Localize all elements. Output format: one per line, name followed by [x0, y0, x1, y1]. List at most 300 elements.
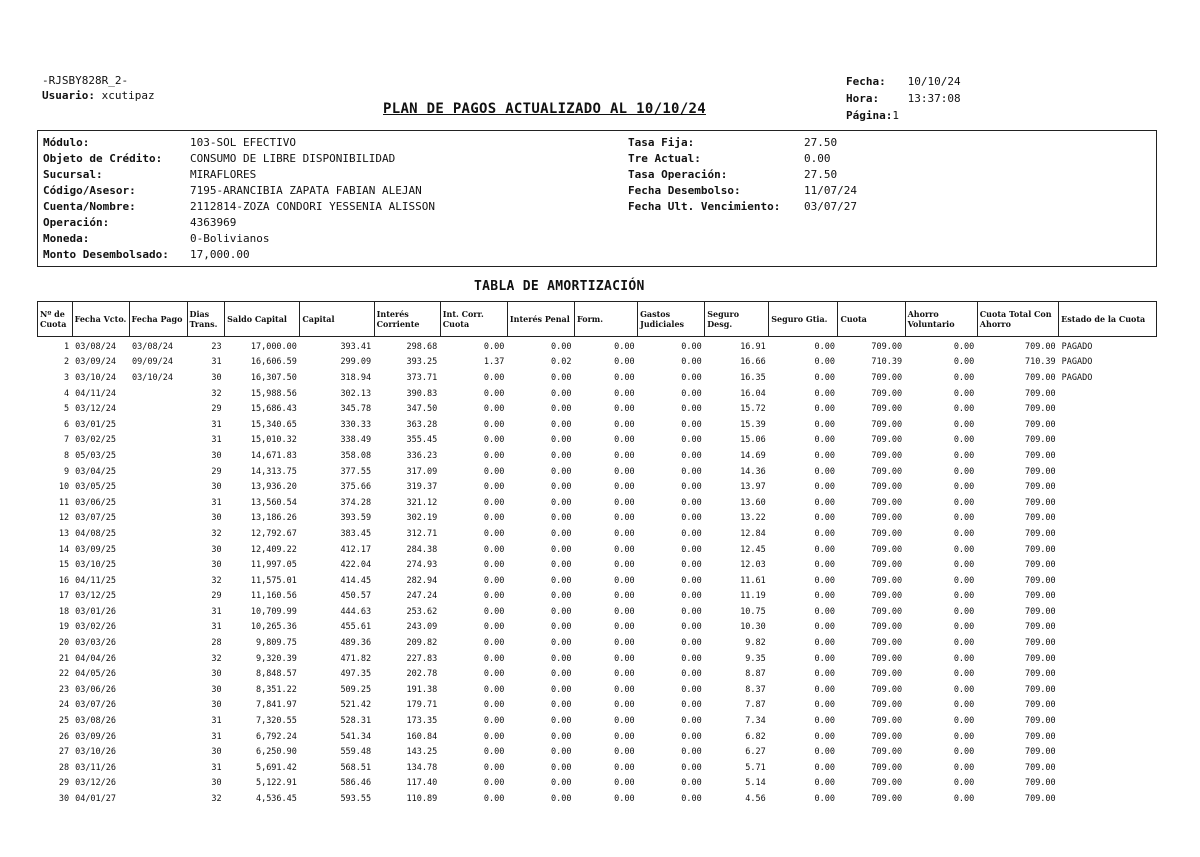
table-cell: [129, 744, 187, 760]
table-cell: 31: [211, 419, 222, 430]
table-cell: 32: [211, 528, 222, 539]
info-label: Sucursal:: [43, 168, 103, 181]
table-cell: 0.00: [681, 669, 702, 680]
table-cell: 0.00: [681, 466, 702, 477]
table-cell: 0.00: [814, 466, 835, 477]
table-cell: [1059, 682, 1157, 698]
info-value: MIRAFLORES: [190, 168, 257, 181]
table-cell: 03/12/25: [75, 591, 117, 602]
info-value: 103-SOL EFECTIVO: [190, 136, 296, 149]
table-cell: 0.00: [953, 700, 975, 711]
table-cell: 709.00: [1024, 747, 1056, 758]
table-cell: 0.00: [551, 372, 572, 383]
table-cell: 0.00: [551, 606, 572, 617]
table-cell: PAGADO: [1061, 372, 1093, 383]
table-cell: 247.24: [406, 591, 438, 602]
date-label: Fecha:: [846, 75, 886, 88]
table-cell: 0.00: [814, 638, 835, 649]
table-cell: 0.00: [814, 684, 835, 695]
info-value: 7195-ARANCIBIA ZAPATA FABIAN ALEJAN: [190, 184, 422, 197]
column-header: Estado de la Cuota: [1059, 302, 1157, 337]
table-cell: 0.00: [551, 700, 572, 711]
info-label: Tasa Fija:: [628, 136, 695, 149]
table-cell: 0.00: [814, 606, 835, 617]
table-cell: 0.00: [681, 544, 702, 555]
table-cell: 14: [58, 544, 70, 555]
table-cell: 0.00: [614, 794, 635, 805]
table-cell: 2: [63, 357, 70, 368]
report-code: -RJSBY828R_2-: [42, 74, 129, 87]
table-cell: [129, 495, 187, 511]
table-cell: 709.00: [1024, 560, 1056, 571]
page-line: [846, 107, 961, 124]
table-cell: 13.60: [740, 497, 766, 508]
table-cell: 5: [63, 404, 70, 415]
table-cell: 338.49: [340, 435, 372, 446]
table-cell: 0.00: [814, 716, 835, 727]
table-cell: 28: [58, 762, 70, 773]
table-cell: 0.00: [614, 513, 635, 524]
table-cell: 0.00: [551, 653, 572, 664]
table-cell: 0.00: [953, 388, 975, 399]
table-cell: [1059, 666, 1157, 682]
table-cell: 9,320.39: [255, 653, 297, 664]
table-cell: 347.50: [406, 404, 438, 415]
table-cell: 709.00: [1024, 341, 1056, 352]
table-cell: [129, 791, 187, 807]
table-cell: 12: [58, 513, 70, 524]
info-value: 27.50: [804, 136, 838, 149]
table-cell: [129, 635, 187, 651]
table-cell: 709.00: [1024, 528, 1056, 539]
table-cell: 709.00: [871, 731, 903, 742]
right-info-row: [628, 151, 857, 167]
table-cell: 0.00: [614, 653, 635, 664]
table-cell: 6,792.24: [255, 731, 297, 742]
table-cell: [1059, 557, 1157, 573]
table-cell: [1059, 713, 1157, 729]
column-header: Interés Corriente: [374, 302, 440, 337]
table-cell: 0.00: [614, 606, 635, 617]
table-cell: 4,536.45: [255, 794, 297, 805]
table-cell: [1059, 433, 1157, 449]
table-cell: [1059, 495, 1157, 511]
right-info-row: [628, 135, 857, 151]
amortization-title: TABLA DE AMORTIZACIÓN: [474, 279, 645, 294]
table-cell: 0.00: [551, 497, 572, 508]
table-cell: 709.00: [871, 591, 903, 602]
table-cell: 03/02/25: [75, 435, 117, 446]
table-cell: 0.00: [551, 794, 572, 805]
user-label: Usuario:: [42, 89, 95, 102]
column-header: Saldo Capital: [225, 302, 300, 337]
table-cell: 173.35: [406, 716, 438, 727]
table-cell: 0.00: [483, 591, 505, 602]
table-cell: 709.00: [1024, 653, 1056, 664]
table-row: [38, 464, 1157, 480]
table-cell: 709.00: [871, 341, 903, 352]
table-cell: 0.00: [551, 591, 572, 602]
table-cell: 21: [58, 653, 70, 664]
table-cell: 709.00: [1024, 575, 1056, 586]
table-cell: 209.82: [406, 638, 438, 649]
table-cell: 0.00: [483, 653, 505, 664]
table-cell: [1059, 729, 1157, 745]
user-line: [42, 88, 155, 103]
table-cell: 709.00: [871, 482, 903, 493]
table-cell: 336.23: [406, 450, 438, 461]
table-cell: 0.00: [814, 575, 835, 586]
table-row: [38, 573, 1157, 589]
table-cell: [129, 448, 187, 464]
table-cell: 202.78: [406, 669, 438, 680]
table-cell: 30: [211, 684, 222, 695]
table-cell: 317.09: [406, 466, 438, 477]
table-row: [38, 666, 1157, 682]
table-cell: [1059, 479, 1157, 495]
table-cell: [129, 542, 187, 558]
table-cell: 0.00: [814, 794, 835, 805]
table-cell: [129, 511, 187, 527]
table-cell: 0.00: [814, 419, 835, 430]
table-cell: [129, 666, 187, 682]
table-cell: 5,122.91: [255, 778, 297, 789]
table-cell: 0.00: [681, 622, 702, 633]
table-header-row: [38, 302, 1157, 337]
table-cell: 0.00: [614, 528, 635, 539]
table-cell: 471.82: [340, 653, 372, 664]
table-cell: 0.00: [681, 653, 702, 664]
table-cell: 0.00: [814, 560, 835, 571]
table-cell: 8,848.57: [255, 669, 297, 680]
table-cell: 30: [211, 560, 222, 571]
info-label: Monto Desembolsado:: [43, 248, 169, 261]
table-cell: 16,307.50: [250, 372, 297, 383]
table-cell: 04/04/26: [75, 653, 117, 664]
table-cell: 709.00: [1024, 731, 1056, 742]
table-cell: 450.57: [340, 591, 372, 602]
table-cell: 709.00: [871, 544, 903, 555]
table-cell: 0.00: [953, 544, 975, 555]
table-cell: 04/08/25: [75, 528, 117, 539]
table-cell: 709.00: [1024, 762, 1056, 773]
table-cell: 412.17: [340, 544, 372, 555]
table-row: [38, 337, 1157, 355]
table-cell: 345.78: [340, 404, 372, 415]
table-cell: 32: [211, 575, 222, 586]
table-cell: 709.00: [871, 622, 903, 633]
table-cell: 284.38: [406, 544, 438, 555]
table-cell: 393.59: [340, 513, 372, 524]
table-cell: 1: [63, 341, 70, 352]
table-cell: 709.00: [871, 513, 903, 524]
table-cell: 0.00: [953, 622, 975, 633]
table-cell: 0.00: [953, 513, 975, 524]
info-value: 17,000.00: [190, 248, 250, 261]
table-cell: 23: [58, 684, 70, 695]
table-cell: 3: [63, 372, 70, 383]
table-cell: 0.00: [614, 731, 635, 742]
date-line: [846, 73, 961, 90]
table-cell: [1059, 744, 1157, 760]
table-cell: [129, 526, 187, 542]
table-cell: 0.00: [814, 669, 835, 680]
table-cell: [1059, 791, 1157, 807]
time-label: Hora:: [846, 92, 880, 105]
table-cell: 0.00: [551, 560, 572, 571]
table-cell: 0.00: [483, 560, 505, 571]
table-cell: 710.39: [871, 357, 903, 368]
table-cell: [1059, 526, 1157, 542]
table-cell: 03/09/25: [75, 544, 117, 555]
table-row: [38, 620, 1157, 636]
table-cell: [129, 760, 187, 776]
table-cell: 593.55: [340, 794, 372, 805]
table-cell: 0.00: [681, 560, 702, 571]
table-cell: 31: [211, 606, 222, 617]
table-cell: 6: [63, 419, 70, 430]
table-cell: 03/08/24: [132, 341, 173, 352]
left-info-row: [43, 183, 435, 199]
table-cell: [129, 433, 187, 449]
table-row: [38, 776, 1157, 792]
table-cell: 0.00: [551, 341, 572, 352]
table-cell: 302.19: [406, 513, 438, 524]
table-cell: 0.00: [551, 747, 572, 758]
table-cell: 0.00: [953, 341, 975, 352]
table-cell: 710.39: [1024, 357, 1056, 368]
table-cell: 12.03: [740, 560, 766, 571]
table-cell: PAGADO: [1061, 357, 1093, 368]
table-cell: 0.00: [681, 404, 702, 415]
table-cell: 26: [58, 731, 70, 742]
table-cell: 11.19: [740, 591, 766, 602]
info-value: 0-Bolivianos: [190, 232, 270, 245]
table-cell: 0.00: [681, 435, 702, 446]
left-info-row: [43, 199, 435, 215]
table-cell: 0.00: [814, 435, 835, 446]
table-cell: 709.00: [871, 560, 903, 571]
table-cell: 0.00: [483, 700, 505, 711]
table-cell: 0.00: [483, 466, 505, 477]
table-cell: 0.00: [483, 419, 505, 430]
info-label: Fecha Ult. Vencimiento:: [628, 200, 781, 213]
table-cell: 04/11/25: [75, 575, 117, 586]
table-cell: 23: [211, 341, 222, 352]
column-header: Gastos Judiciales: [638, 302, 705, 337]
info-label: Código/Asesor:: [43, 184, 136, 197]
table-cell: 15,010.32: [250, 435, 297, 446]
table-row: [38, 651, 1157, 667]
table-cell: 709.00: [1024, 669, 1056, 680]
table-cell: 0.00: [614, 404, 635, 415]
table-cell: 27: [58, 747, 70, 758]
time-line: [846, 90, 961, 107]
table-cell: 179.71: [406, 700, 438, 711]
table-cell: 709.00: [871, 700, 903, 711]
table-cell: 528.31: [340, 716, 372, 727]
table-cell: 03/01/25: [75, 419, 117, 430]
table-cell: 29: [58, 778, 70, 789]
table-cell: 709.00: [1024, 794, 1056, 805]
table-cell: 14,671.83: [250, 450, 297, 461]
table-cell: 31: [211, 762, 222, 773]
table-cell: 22: [58, 669, 70, 680]
table-cell: 0.00: [483, 778, 505, 789]
info-label: Tre Actual:: [628, 152, 701, 165]
left-info-row: [43, 231, 435, 247]
table-cell: 0.00: [814, 482, 835, 493]
table-cell: 0.00: [483, 684, 505, 695]
table-cell: [129, 417, 187, 433]
table-cell: 414.45: [340, 575, 372, 586]
table-cell: 15.39: [740, 419, 766, 430]
info-label: Objeto de Crédito:: [43, 152, 163, 165]
table-cell: 0.00: [953, 731, 975, 742]
table-cell: 0.00: [814, 341, 835, 352]
table-cell: 0.00: [551, 528, 572, 539]
table-row: [38, 729, 1157, 745]
table-cell: 09/09/24: [132, 357, 173, 368]
table-cell: 8.37: [745, 684, 766, 695]
table-cell: 0.00: [814, 731, 835, 742]
table-cell: [129, 698, 187, 714]
table-cell: 03/08/26: [75, 716, 117, 727]
table-cell: 0.00: [483, 638, 505, 649]
table-cell: 0.00: [551, 638, 572, 649]
column-header: Cuota Total Con Ahorro: [977, 302, 1058, 337]
table-cell: 16.66: [740, 357, 766, 368]
loan-info-right: [628, 135, 857, 215]
table-cell: [1059, 511, 1157, 527]
table-cell: [129, 620, 187, 636]
table-cell: 0.00: [681, 591, 702, 602]
table-cell: 0.00: [483, 388, 505, 399]
table-cell: 03/04/25: [75, 466, 117, 477]
table-cell: 8: [63, 450, 70, 461]
table-cell: 0.00: [814, 747, 835, 758]
table-cell: 0.00: [953, 684, 975, 695]
table-cell: 0.00: [551, 778, 572, 789]
table-cell: 03/10/26: [75, 747, 117, 758]
table-cell: 30: [211, 778, 222, 789]
table-cell: 0.00: [551, 669, 572, 680]
table-cell: [129, 682, 187, 698]
table-cell: 0.00: [614, 388, 635, 399]
table-row: [38, 355, 1157, 371]
table-cell: 0.00: [814, 778, 835, 789]
table-cell: 0.00: [953, 778, 975, 789]
table-cell: 30: [211, 482, 222, 493]
table-cell: 20: [58, 638, 70, 649]
table-cell: 243.09: [406, 622, 438, 633]
table-cell: 358.08: [340, 450, 372, 461]
table-cell: 709.00: [871, 716, 903, 727]
table-cell: 0.00: [483, 497, 505, 508]
table-cell: 0.00: [814, 544, 835, 555]
table-row: [38, 448, 1157, 464]
table-cell: 709.00: [1024, 638, 1056, 649]
table-cell: 0.00: [551, 731, 572, 742]
table-cell: [1059, 542, 1157, 558]
table-cell: 10,709.99: [250, 606, 297, 617]
table-cell: 0.00: [681, 341, 702, 352]
table-cell: 0.00: [681, 419, 702, 430]
table-cell: 0.00: [953, 762, 975, 773]
table-cell: 0.00: [953, 404, 975, 415]
table-cell: 0.00: [814, 404, 835, 415]
table-cell: [1059, 589, 1157, 605]
table-row: [38, 760, 1157, 776]
column-header: Fecha Vcto.: [72, 302, 129, 337]
table-cell: 302.13: [340, 388, 372, 399]
table-cell: 5.14: [745, 778, 766, 789]
table-cell: 375.66: [340, 482, 372, 493]
left-info-row: [43, 215, 435, 231]
table-cell: 1.37: [483, 357, 505, 368]
info-label: Tasa Operación:: [628, 168, 728, 181]
table-cell: 17: [58, 591, 70, 602]
table-cell: 377.55: [340, 466, 372, 477]
table-cell: 0.00: [551, 762, 572, 773]
table-cell: 05/03/25: [75, 450, 117, 461]
table-cell: 709.00: [1024, 778, 1056, 789]
table-cell: 03/05/25: [75, 482, 117, 493]
table-cell: 0.00: [614, 716, 635, 727]
date-value: 10/10/24: [907, 75, 961, 88]
table-cell: 0.00: [814, 388, 835, 399]
column-header: Interés Penal: [507, 302, 574, 337]
table-cell: 13,936.20: [250, 482, 297, 493]
table-cell: 0.00: [681, 762, 702, 773]
table-cell: 0.00: [681, 700, 702, 711]
table-cell: 709.00: [1024, 513, 1056, 524]
table-cell: 4: [63, 388, 70, 399]
table-cell: 541.34: [340, 731, 372, 742]
table-cell: 4.56: [745, 794, 766, 805]
table-cell: 0.00: [551, 466, 572, 477]
table-cell: 0.00: [483, 513, 505, 524]
info-label: Módulo:: [43, 136, 90, 149]
info-value: 11/07/24: [804, 184, 857, 197]
table-cell: [1059, 573, 1157, 589]
table-cell: 9: [63, 466, 70, 477]
table-cell: 0.00: [551, 622, 572, 633]
table-cell: 709.00: [871, 419, 903, 430]
table-cell: 0.00: [614, 357, 635, 368]
table-cell: [1059, 417, 1157, 433]
table-cell: 13,186.26: [250, 513, 297, 524]
table-cell: 709.00: [871, 762, 903, 773]
table-cell: [129, 713, 187, 729]
table-cell: 0.00: [551, 513, 572, 524]
table-cell: 0.00: [814, 450, 835, 461]
table-cell: 29: [211, 466, 222, 477]
table-cell: 0.00: [953, 560, 975, 571]
table-cell: 709.00: [1024, 684, 1056, 695]
table-cell: 299.09: [340, 357, 372, 368]
table-cell: 13: [58, 528, 70, 539]
table-cell: [1059, 635, 1157, 651]
table-cell: 0.00: [614, 544, 635, 555]
table-row: [38, 511, 1157, 527]
table-cell: 0.00: [953, 497, 975, 508]
table-row: [38, 682, 1157, 698]
loan-info-left: [43, 135, 435, 263]
table-cell: 15,988.56: [250, 388, 297, 399]
table-cell: 0.00: [483, 404, 505, 415]
table-cell: 0.00: [483, 762, 505, 773]
